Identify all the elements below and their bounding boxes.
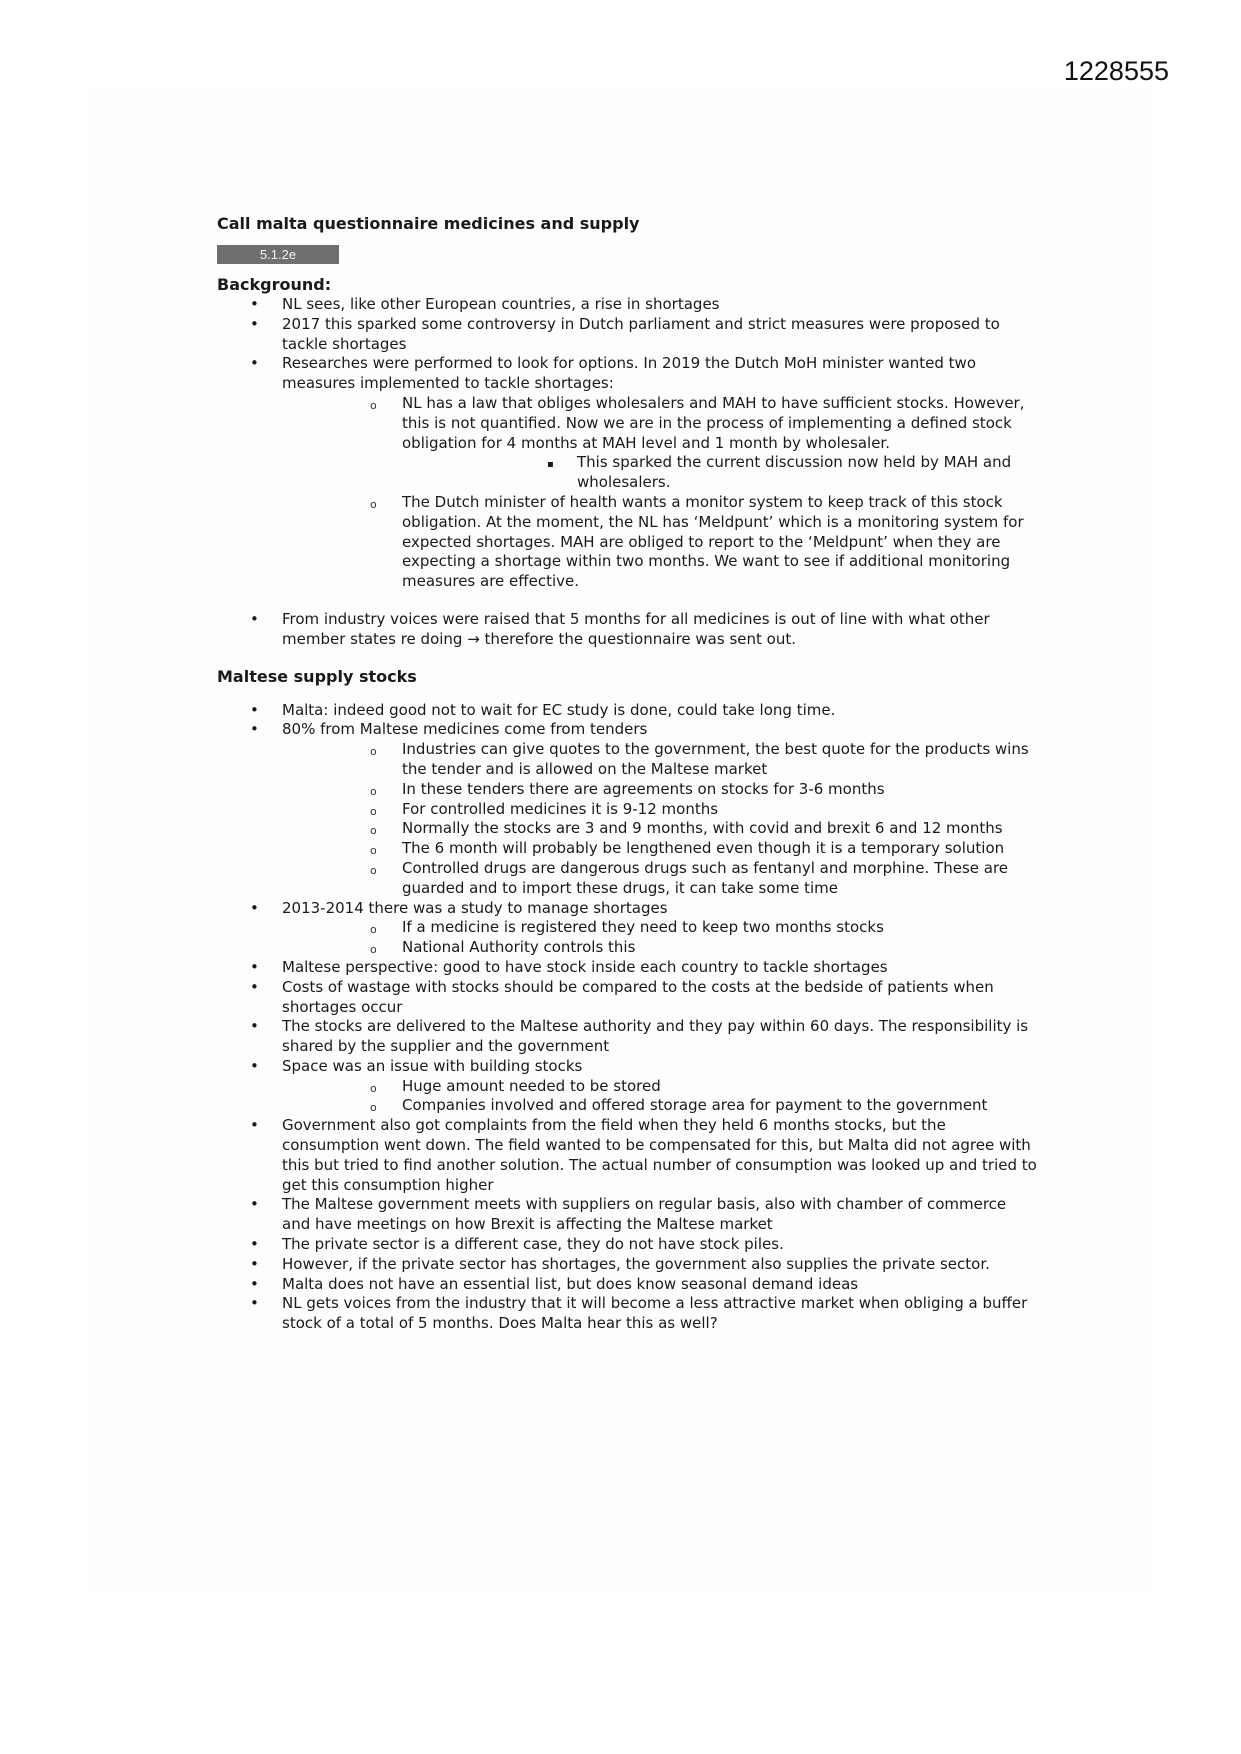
sub-sub-list bbox=[339, 453, 1037, 493]
list-item: • The private sector is a different case, they do not have stock piles. bbox=[217, 1235, 1037, 1255]
sub-list-item: o Industries can give quotes to the government, the best quote for the products wins the tender and is allowed on the Maltese market bbox=[282, 740, 1037, 780]
list-item: • Malta does not have an essential list, but does know seasonal demand ideas bbox=[217, 1275, 1037, 1295]
sub-list bbox=[217, 394, 1037, 592]
sub-list-item: o Controlled drugs are dangerous drugs such as fentanyl and morphine. These are guarded and to import these drugs, it can take some time bbox=[282, 859, 1037, 899]
list-item: • Government also got complaints from the field when they held 6 months stocks, but the consumption went down. The field wanted to be compensated for this, but Malta did not agree with this but tried to find another solution. The actual number of consumption was looked up and tried to get this consumption higher bbox=[217, 1116, 1037, 1195]
sub-list-item: o The Dutch minister of health wants a monitor system to keep track of this stock obligation. At the moment, the NL has ‘Meldpunt’ which is a monitoring system for expected shortages. MAH are obliged to report to the ‘Meldpunt’ when they are expecting a shortage within two months. We want to see if additional monitoring measures are effective. bbox=[282, 493, 1037, 592]
list-item: • 2017 this sparked some controversy in Dutch parliament and strict measures were proposed to tackle shortages bbox=[217, 315, 1037, 355]
redaction-box: 5.1.2e bbox=[217, 245, 339, 264]
sub-list bbox=[217, 918, 1037, 958]
sub-list-item: o If a medicine is registered they need to keep two months stocks bbox=[282, 918, 1037, 938]
sub-sub-list-item: ▪ This sparked the current discussion now held by MAH and wholesalers. bbox=[402, 453, 1037, 493]
list-item: • NL gets voices from the industry that it will become a less attractive market when obliging a buffer stock of a total of 5 months. Does Malta hear this as well? bbox=[217, 1294, 1037, 1334]
list-item: • From industry voices were raised that 5 months for all medicines is out of line with what other member states re doing → therefore the questionnaire was sent out. bbox=[217, 610, 1037, 650]
list-item: • Maltese perspective: good to have stock inside each country to tackle shortages bbox=[217, 958, 1037, 978]
list-item: • The stocks are delivered to the Maltese authority and they pay within 60 days. The responsibility is shared by the supplier and the government bbox=[217, 1017, 1037, 1057]
list-item: • 2013-2014 there was a study to manage shortages o If a medicine is registered they need to keep two months stocks o National Authority controls this bbox=[217, 899, 1037, 958]
background-list bbox=[217, 295, 1037, 650]
list-item: • 80% from Maltese medicines come from tenders o Industries can give quotes to the government, the best quote for the products wins the tender and is allowed on the Maltese market o In these tenders there are agreements on stocks for 3-6 months o For controlled medicines it is 9-12 months o Normally the stocks are 3 and 9 months, with covid and brexit 6 and 12 months o The 6 month will probably be lengthened even though it is a temporary solution o Controlled drugs are dangerous drugs such as fentanyl and morphine. These are guarded and to import these drugs, it can take some time bbox=[217, 720, 1037, 898]
sub-list-item: o NL has a law that obliges wholesalers and MAH to have sufficient stocks. However, this is not quantified. Now we are in the process of implementing a defined stock obligation for 4 months at MAH level and 1 month by wholesaler. ▪ This sparked the current discussion now held by MAH and wholesalers. bbox=[282, 394, 1037, 493]
list-item: • The Maltese government meets with suppliers on regular basis, also with chamber of commerce and have meetings on how Brexit is affecting the Maltese market bbox=[217, 1195, 1037, 1235]
sub-list-item: o For controlled medicines it is 9-12 months bbox=[282, 800, 1037, 820]
sub-list-item: o The 6 month will probably be lengthened even though it is a temporary solution bbox=[282, 839, 1037, 859]
list-item: • NL sees, like other European countries, a rise in shortages bbox=[217, 295, 1037, 315]
sub-list bbox=[217, 1077, 1037, 1117]
list-item: • Researches were performed to look for options. In 2019 the Dutch MoH minister wanted two measures implemented to tackle shortages: o NL has a law that obliges wholesalers and MAH to have sufficient stocks. However, this is not quantified. Now we are in the process of implementing a defined stock obligation for 4 months at MAH level and 1 month by wholesaler. ▪ This sparked the current discussion now held by MAH and wholesalers. o The Dutch minister of health wants a monitor system to keep track of this stock obligation. At the moment, the NL has ‘Meldpunt’ which is a monitoring system for expected shortages. MAH are obliged to report to the ‘Meldpunt’ when they are expecting a shortage within two months. We want to see if additional monitoring measures are effective. bbox=[217, 354, 1037, 592]
document-body bbox=[217, 214, 1037, 1334]
document-id: 1228555 bbox=[1063, 56, 1169, 86]
spacer bbox=[217, 592, 1037, 610]
background-heading: Background: bbox=[217, 275, 332, 294]
maltese-list bbox=[217, 701, 1037, 1335]
sub-list-item: o Companies involved and offered storage area for payment to the government bbox=[282, 1096, 1037, 1116]
document-title: Call malta questionnaire medicines and supply bbox=[217, 214, 640, 233]
sub-list-item: o National Authority controls this bbox=[282, 938, 1037, 958]
sub-list-item: o Huge amount needed to be stored bbox=[282, 1077, 1037, 1097]
list-item: • However, if the private sector has shortages, the government also supplies the private sector. bbox=[217, 1255, 1037, 1275]
sub-list-item: o Normally the stocks are 3 and 9 months, with covid and brexit 6 and 12 months bbox=[282, 819, 1037, 839]
maltese-heading: Maltese supply stocks bbox=[217, 666, 417, 686]
list-item: • Space was an issue with building stocks o Huge amount needed to be stored o Companies involved and offered storage area for payment to the government bbox=[217, 1057, 1037, 1116]
sub-list-item: o In these tenders there are agreements on stocks for 3-6 months bbox=[282, 780, 1037, 800]
list-item: • Malta: indeed good not to wait for EC study is done, could take long time. bbox=[217, 701, 1037, 721]
list-item: • Costs of wastage with stocks should be compared to the costs at the bedside of patients when shortages occur bbox=[217, 978, 1037, 1018]
sub-list bbox=[217, 740, 1037, 898]
